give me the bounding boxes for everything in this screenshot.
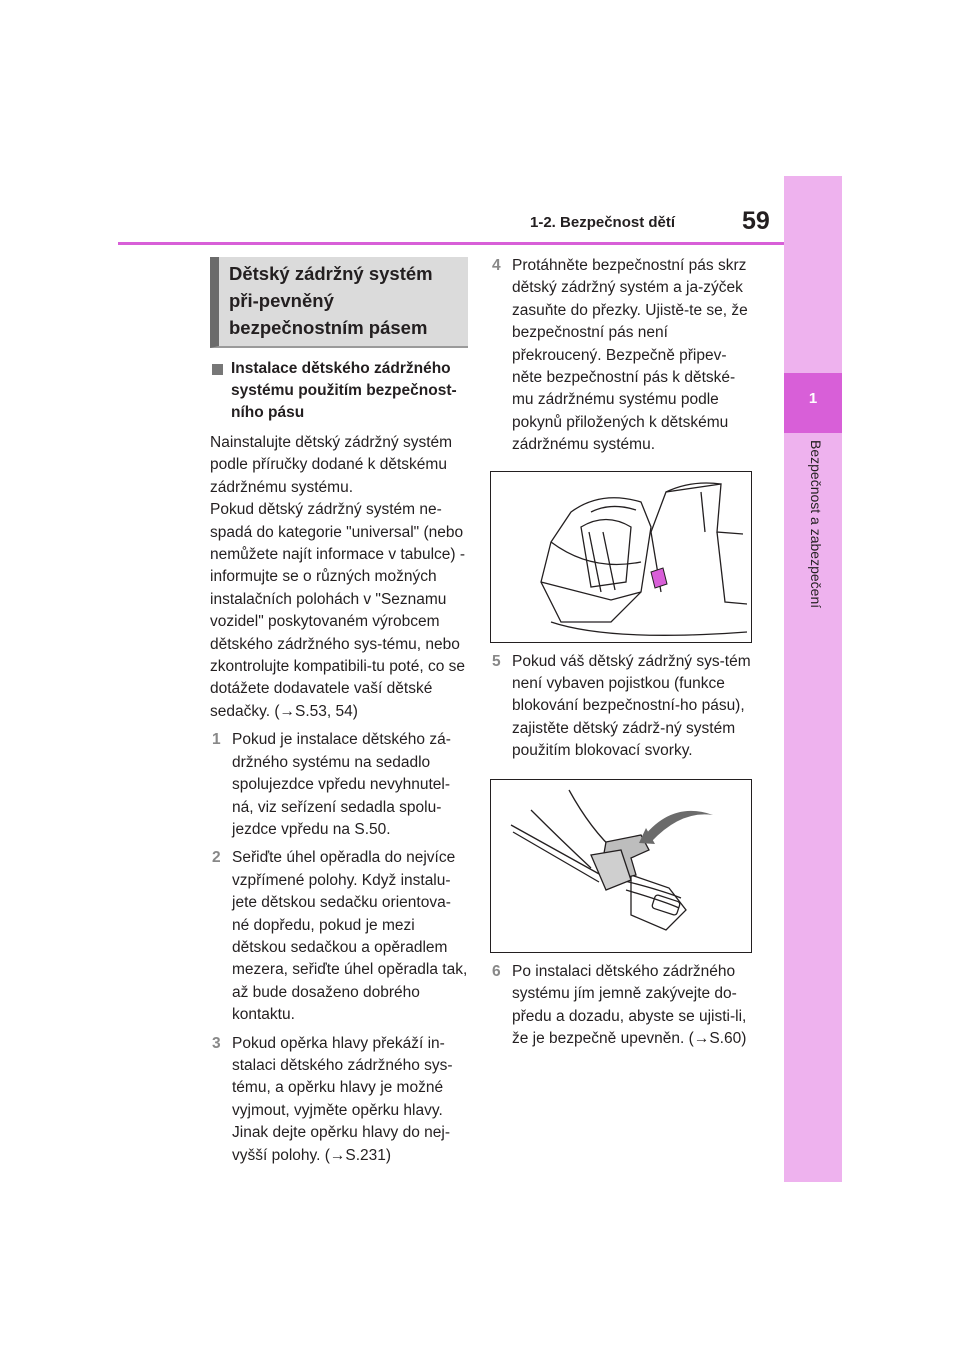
child-seat-drawing [491, 472, 747, 642]
step-number: 3 [212, 1034, 221, 1052]
step-number: 2 [212, 849, 221, 867]
step-item [490, 961, 752, 1051]
page-number: 59 [742, 207, 770, 235]
arrow-icon [641, 811, 713, 842]
left-column [210, 257, 468, 1167]
locking-clip-drawing [491, 780, 747, 952]
step-item [490, 255, 752, 457]
step-number: 6 [492, 962, 501, 980]
header-section-title: 1-2. Bezpečnost dětí [530, 214, 676, 231]
right-column [490, 255, 752, 1050]
locking-clip-illustration [490, 779, 752, 953]
step-item [210, 729, 468, 841]
section-title-box [210, 257, 468, 348]
step-text: Po instalaci dětského zádržného systému jím jemně zakývejte do-předu a dozadu, abyste se ujisti-li, že je bezpečně upevněn. (→S.60) [512, 962, 747, 1047]
step-text: Seřiďte úhel opěradla do nejvíce vzpřímené polohy. Když instalu-jete dětskou sedačku orientova-né dopředu, pokud je mezi dětskou sedačkou a opěradlem mezera, seřiďte úhel opěradla tak, až bude dosaženo dobrého kontaktu. [232, 849, 468, 1024]
step-text: Protáhněte bezpečnostní pás skrz dětský zádržný systém a ja-zýček zasuňte do přezky. Ujistě-te se, že bezpečnostní pás není překroucený. Bezpečně připev-něte bezpečnostní pás k dětské-mu zádržnému systému podle pokynů přiložených k dětskému zádržnému systému. [512, 257, 748, 454]
step-text: Pokud opěrka hlavy překáží in-stalaci dětského zádržného sys-tému, a opěrku hlavy je možné vyjmout, vyjměte opěrku hlavy. Jinak dejte opěrku hlavy do nej-vyšší polohy. (→S.231) [232, 1034, 453, 1164]
step-number: 5 [492, 652, 501, 670]
intro-text-2: Pokud dětský zádržný systém ne-spadá do kategorie "universal" (nebo nemůžete najít informace v tabulce) - informujte se o různých možných instalačních polohách v "Seznamu vozidel" poskytovaném výrobcem dětského zádržného sys-tému, nebo zkontrolujte kompatibili-tu poté, co se dotážete dodavatele vaší dětské sedačky. (→S.53, 54) [210, 501, 466, 720]
subheading [210, 358, 468, 424]
chapter-title: Bezpečnost a zabezpečení [808, 440, 824, 609]
subheading-text: Instalace dětského zádržného systému použitím bezpečnost-ního pásu [231, 360, 457, 421]
step-number: 4 [492, 257, 501, 274]
step-item [490, 651, 752, 763]
step-number: 1 [212, 731, 221, 749]
square-bullet-icon [212, 364, 223, 375]
step-text: Pokud je instalace dětského zá-držného systému na sedadlo spolujezdce vpředu nevyhnutel-ná, viz seřízení sedadla spolu-jezdce vpředu na S.50. [232, 731, 451, 838]
step-text: Pokud váš dětský zádržný sys-tém není vybaven pojistkou (funkce blokování bezpečnostní-ho pásu), zajistěte dětský zádrž-ný systém použitím blokovací svorky. [512, 652, 751, 760]
section-title: Dětský zádržný systém při-pevněný bezpečnostním pásem [229, 263, 433, 338]
header-divider [118, 242, 784, 245]
child-seat-illustration [490, 471, 752, 643]
intro-paragraph [210, 432, 468, 723]
chapter-sidebar [784, 176, 842, 1182]
intro-text: Nainstalujte dětský zádržný systém podle příručky dodané k dětskému zádržnému systému. [210, 434, 453, 496]
chapter-number: 1 [808, 390, 818, 407]
step-item [210, 1033, 468, 1167]
step-item [210, 847, 468, 1026]
